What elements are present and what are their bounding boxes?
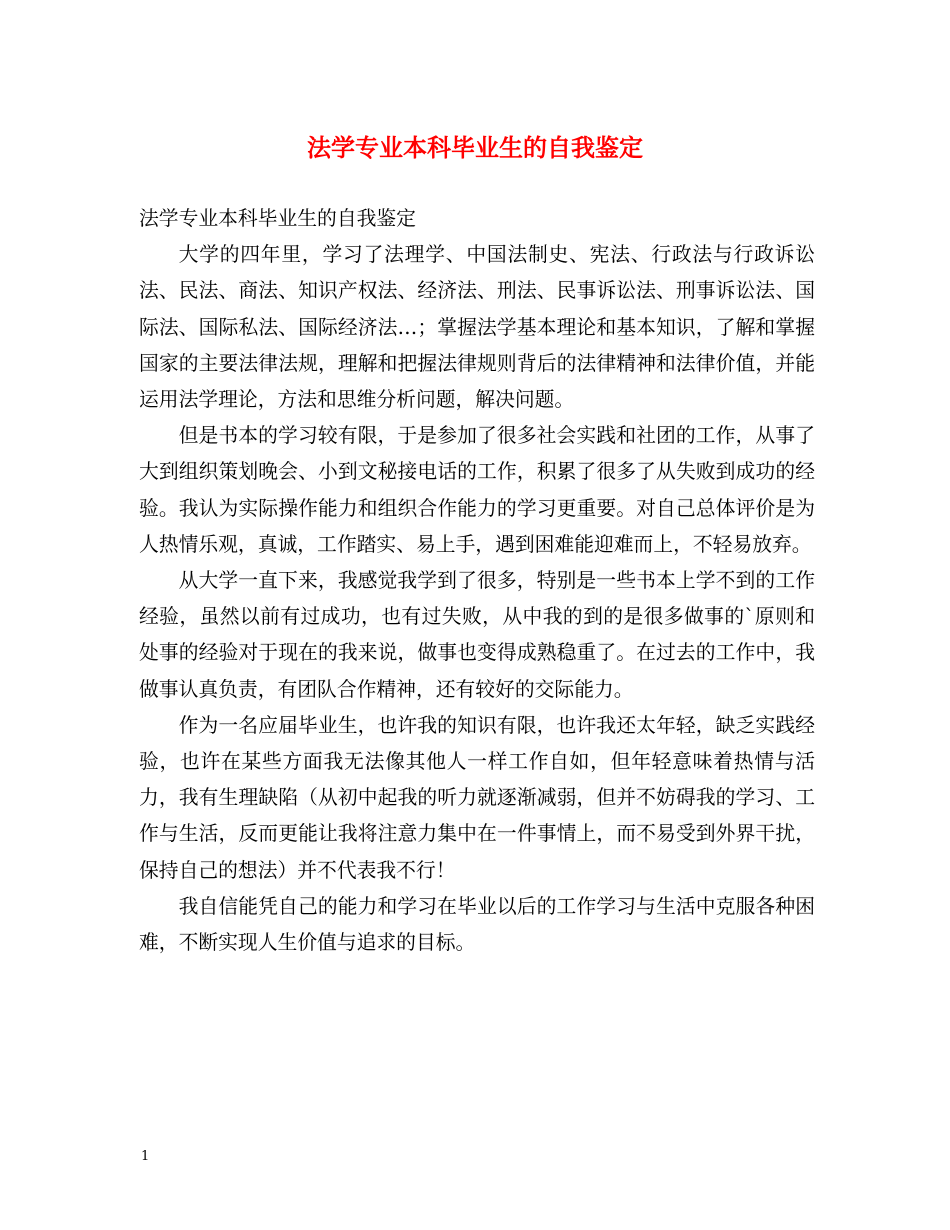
document-subtitle: 法学专业本科毕业生的自我鉴定 <box>139 207 416 230</box>
paragraph-conclusion: 我自信能凭自己的能力和学习在毕业以后的工作学习与生活中克服各种困难，不断实现人生价值与追求的目标。 <box>139 894 815 955</box>
paragraph-courses: 大学的四年里，学习了法理学、中国法制史、宪法、行政法与行政诉讼法、民法、商法、知识产权法、经济法、刑法、民事诉讼法、刑事诉讼法、国际法、国际私法、国际经济法…；掌握法学基本理论和基本知识，了解和掌握国家的主要法律法规，理解和把握法律规则背后的法律精神和法律价值，并能运用法学理论，方法和思维分析问题，解决问题。 <box>139 243 815 412</box>
paragraph-self-assessment: 作为一名应届毕业生，也许我的知识有限，也许我还太年轻，缺乏实践经验，也许在某些方面我无法像其他人一样工作自如，但年轻意味着热情与活力，我有生理缺陷（从初中起我的听力就逐渐减弱，但并不妨碍我的学习、工作与生活，反而更能让我将注意力集中在一件事情上，而不易受到外界干扰，保持自己的想法）并不代表我不行！ <box>139 713 815 882</box>
page-number: 1 <box>141 1149 150 1164</box>
paragraph-experience: 从大学一直下来，我感觉我学到了很多，特别是一些书本上学不到的工作经验，虽然以前有过成功，也有过失败，从中我的到的是很多做事的`原则和处事的经验对于现在的我来说，做事也变得成熟稳重了。在过去的工作中，我做事认真负责，有团队合作精神，还有较好的交际能力。 <box>139 569 815 701</box>
document-body <box>139 201 815 961</box>
paragraph-practice: 但是书本的学习较有限，于是参加了很多社会实践和社团的工作，从事了大到组织策划晚会、小到文秘接电话的工作，积累了很多了从失败到成功的经验。我认为实际操作能力和组织合作能力的学习更重要。对自己总体评价是为人热情乐观，真诚，工作踏实、易上手，遇到困难能迎难而上，不轻易放弃。 <box>139 424 815 556</box>
document-title: 法学专业本科毕业生的自我鉴定 <box>307 133 643 162</box>
